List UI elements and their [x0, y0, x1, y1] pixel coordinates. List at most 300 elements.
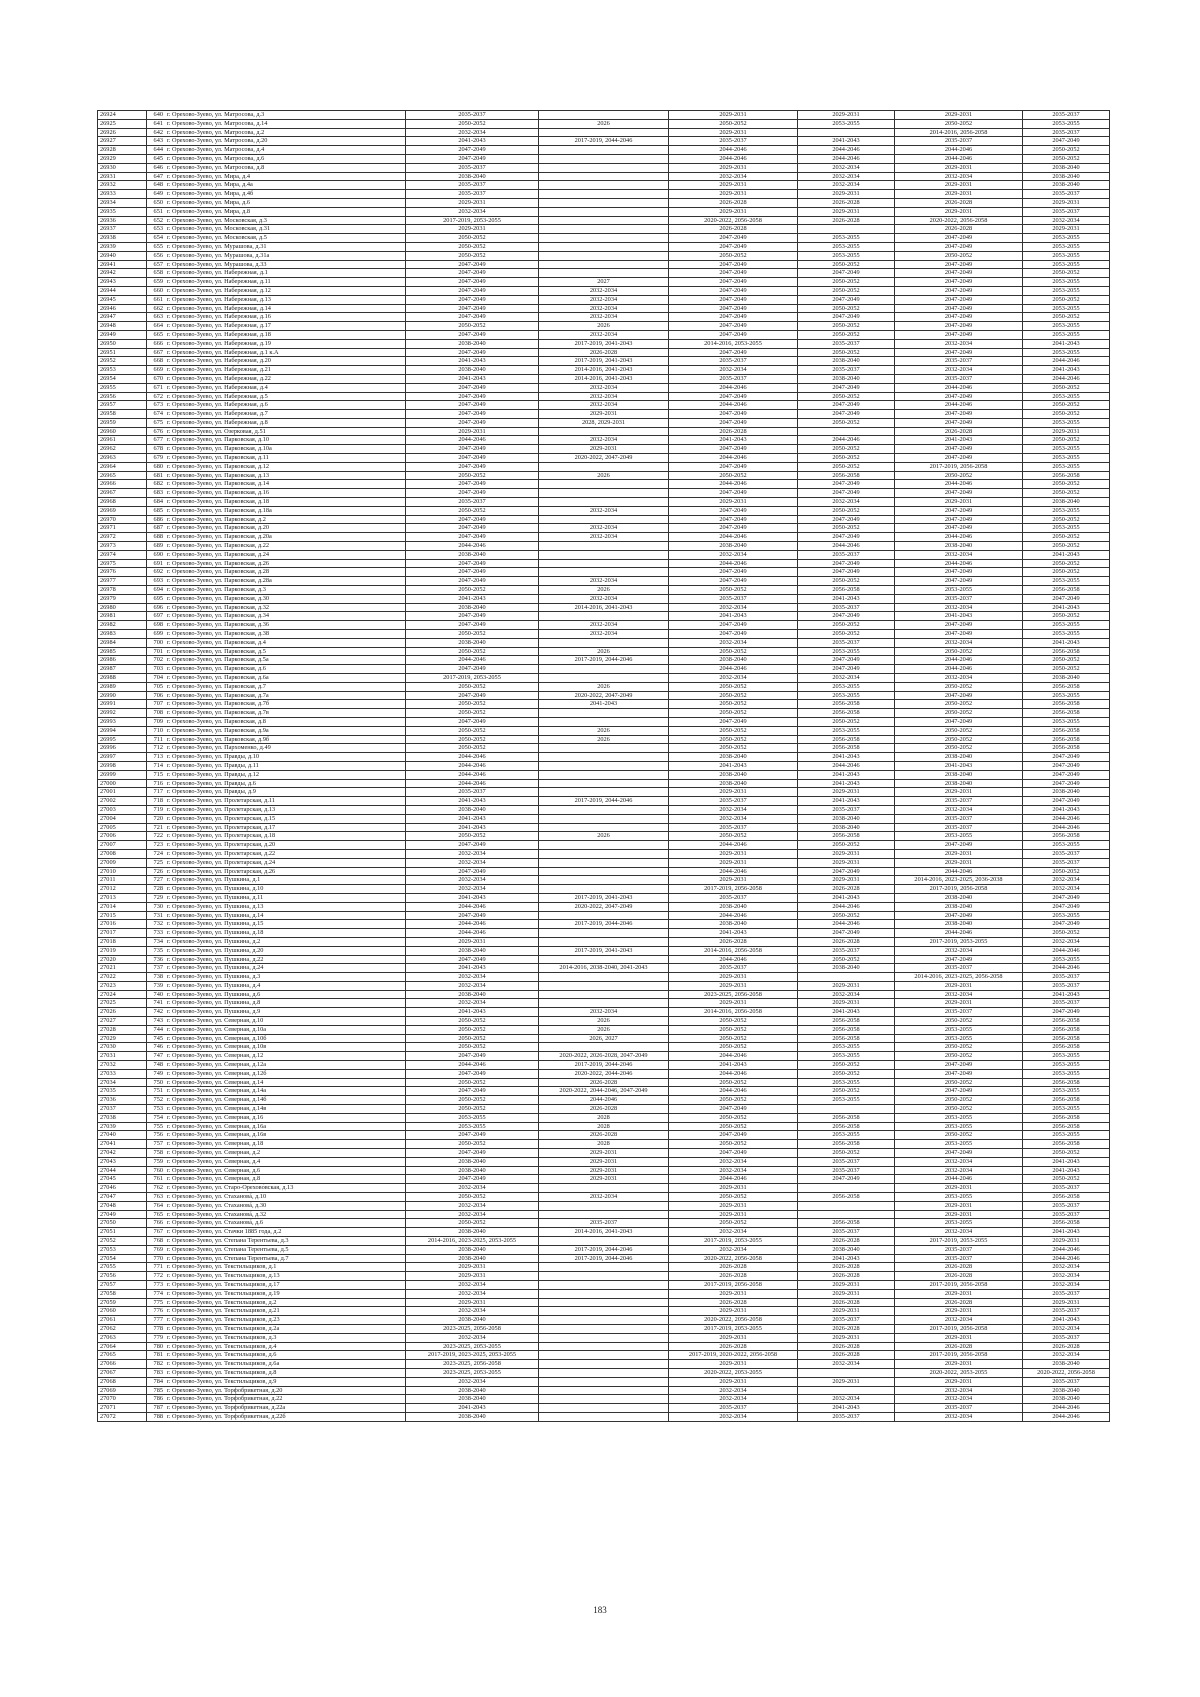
table-cell: 2029-2031	[539, 445, 669, 454]
table-cell: 2026-2028	[895, 427, 1023, 436]
table-cell: 727	[147, 876, 166, 885]
table-cell: 2026-2028	[669, 1263, 798, 1272]
table-cell: 2047-2049	[669, 295, 798, 304]
table-cell	[539, 981, 669, 990]
table-cell: 2047-2049	[1023, 770, 1110, 779]
table-row	[98, 911, 1110, 920]
table-cell: 2056-2058	[1023, 735, 1110, 744]
table-cell: 2038-2040	[406, 1395, 539, 1404]
table-cell: 754	[147, 1113, 166, 1122]
table-cell: 2032-2034	[539, 506, 669, 515]
table-cell: 2017-2019, 2053-2055	[895, 937, 1023, 946]
table-cell: 2032-2034	[1023, 1263, 1110, 1272]
table-cell: 26952	[98, 357, 147, 366]
table-cell: 2038-2040	[895, 542, 1023, 551]
table-cell: 688	[147, 533, 166, 542]
table-cell: 649	[147, 190, 166, 199]
table-cell: 761	[147, 1175, 166, 1184]
table-cell: 2047-2049	[406, 410, 539, 419]
table-cell	[539, 744, 669, 753]
table-cell: 2047-2049	[798, 1175, 895, 1184]
table-cell: 26926	[98, 128, 147, 137]
table-cell: 2053-2055	[1023, 577, 1110, 586]
table-cell: 773	[147, 1280, 166, 1289]
table-cell: 2047-2049	[406, 955, 539, 964]
table-cell: 2041-2043	[895, 761, 1023, 770]
table-cell: 2053-2055	[798, 691, 895, 700]
table-cell	[539, 1043, 669, 1052]
table-cell: 2050-2052	[895, 1096, 1023, 1105]
table-cell: 2038-2040	[406, 1157, 539, 1166]
table-cell: 2056-2058	[1023, 1043, 1110, 1052]
table-cell: 26982	[98, 621, 147, 630]
table-cell: 2026-2028	[798, 1351, 895, 1360]
table-cell: 2053-2055	[1023, 260, 1110, 269]
table-cell: 650	[147, 198, 166, 207]
table-cell: 2029-2031	[798, 999, 895, 1008]
table-cell: 723	[147, 841, 166, 850]
table-cell: 2047-2049	[406, 454, 539, 463]
table-cell: 716	[147, 779, 166, 788]
table-cell: г. Орехово-Зуево, ул. Северная, д.10в	[165, 1043, 406, 1052]
table-cell: 2044-2046	[406, 929, 539, 938]
table-cell: 26972	[98, 533, 147, 542]
table-row	[98, 1342, 1110, 1351]
table-row	[98, 1333, 1110, 1342]
table-cell: 2047-2049	[798, 515, 895, 524]
table-cell: 2050-2052	[1023, 1149, 1110, 1158]
table-cell: 2032-2034	[895, 990, 1023, 999]
table-cell: 2050-2052	[669, 726, 798, 735]
table-row	[98, 1289, 1110, 1298]
table-cell: 2050-2052	[406, 586, 539, 595]
table-cell: 2014-2016, 2023-2025, 2056-2058	[895, 973, 1023, 982]
table-row	[98, 445, 1110, 454]
table-cell: 2047-2049	[798, 489, 895, 498]
table-cell: 2035-2037	[669, 374, 798, 383]
table-cell: 2032-2034	[539, 401, 669, 410]
table-cell: 675	[147, 418, 166, 427]
table-row	[98, 594, 1110, 603]
table-cell: 2032-2034	[895, 1316, 1023, 1325]
table-cell: 2032-2034	[406, 981, 539, 990]
table-cell: 2041-2043	[406, 594, 539, 603]
table-cell: 2038-2040	[1023, 1395, 1110, 1404]
table-cell: г. Орехово-Зуево, ул. Текстильщиков, д.3	[165, 1333, 406, 1342]
table-cell: 2047-2049	[895, 717, 1023, 726]
table-cell: 2050-2052	[1023, 867, 1110, 876]
table-cell: 2038-2040	[895, 893, 1023, 902]
table-cell	[539, 761, 669, 770]
table-cell: 2032-2034	[1023, 1351, 1110, 1360]
table-cell: 2032-2034	[539, 295, 669, 304]
table-row	[98, 1316, 1110, 1325]
table-cell: 2047-2049	[406, 260, 539, 269]
table-cell: 26964	[98, 462, 147, 471]
table-cell: г. Орехово-Зуево, ул. Парковская, д.2	[165, 515, 406, 524]
table-cell: 2035-2037	[1023, 981, 1110, 990]
table-cell: 2029-2031	[895, 1360, 1023, 1369]
table-cell: 2020-2022, 2056-2058	[669, 216, 798, 225]
table-cell: г. Орехово-Зуево, ул. Торфобрикетная, д.22а	[165, 1404, 406, 1413]
table-cell	[539, 849, 669, 858]
table-cell: 2047-2049	[406, 269, 539, 278]
table-row	[98, 612, 1110, 621]
table-cell: 2029-2031	[895, 1307, 1023, 1316]
table-row	[98, 348, 1110, 357]
table-cell: г. Орехово-Зуево, ул. Парковская, д.8	[165, 717, 406, 726]
table-cell: 2050-2052	[1023, 656, 1110, 665]
table-cell: 2032-2034	[669, 1395, 798, 1404]
table-cell: 2032-2034	[406, 1201, 539, 1210]
table-cell	[539, 1404, 669, 1413]
table-cell: 2050-2052	[406, 119, 539, 128]
table-cell: 2044-2046	[406, 761, 539, 770]
table-cell: 2026	[539, 322, 669, 331]
table-row	[98, 1184, 1110, 1193]
table-cell: 2047-2049	[406, 867, 539, 876]
table-cell: 2041-2043	[406, 137, 539, 146]
table-cell: 26929	[98, 154, 147, 163]
table-cell: г. Орехово-Зуево, ул. Матросова, д.2	[165, 128, 406, 137]
table-cell: 2047-2049	[895, 278, 1023, 287]
table-cell: 26976	[98, 568, 147, 577]
table-cell: г. Орехово-Зуево, ул. Торфобрикетная, д.20	[165, 1386, 406, 1395]
table-cell: 2041-2043	[798, 753, 895, 762]
table-cell: 2050-2052	[1023, 295, 1110, 304]
table-cell: г. Орехово-Зуево, ул. Текстильщиков, д.21	[165, 1307, 406, 1316]
table-cell: 27015	[98, 911, 147, 920]
table-cell: 2041-2043	[669, 1061, 798, 1070]
table-cell: 682	[147, 480, 166, 489]
table-cell: 728	[147, 885, 166, 894]
table-cell: 27062	[98, 1324, 147, 1333]
table-cell: 2032-2034	[406, 128, 539, 137]
table-cell: 2032-2034	[539, 621, 669, 630]
table-row	[98, 1166, 1110, 1175]
table-cell	[539, 999, 669, 1008]
table-cell: 27029	[98, 1034, 147, 1043]
table-cell: 2041-2043	[1023, 638, 1110, 647]
table-cell: 748	[147, 1061, 166, 1070]
table-cell: 2050-2052	[895, 709, 1023, 718]
table-cell	[539, 207, 669, 216]
table-cell	[539, 1289, 669, 1298]
table-row	[98, 700, 1110, 709]
table-cell: г. Орехово-Зуево, ул. Парковская, д.7б	[165, 700, 406, 709]
table-cell: 2038-2040	[406, 1245, 539, 1254]
table-cell: 2050-2052	[798, 454, 895, 463]
table-cell: 2020-2022, 2053-2055	[895, 1368, 1023, 1377]
table-cell	[798, 1210, 895, 1219]
table-cell: 2032-2034	[798, 181, 895, 190]
table-cell: 2047-2049	[895, 621, 1023, 630]
table-cell: 2050-2052	[669, 251, 798, 260]
table-cell: 2047-2049	[798, 559, 895, 568]
table-cell: 2026-2028	[669, 1342, 798, 1351]
table-cell: 2029-2031	[669, 181, 798, 190]
table-cell: 2047-2049	[406, 348, 539, 357]
table-cell: 2032-2034	[406, 999, 539, 1008]
table-cell: г. Орехово-Зуево, ул. Парковская, д.22	[165, 542, 406, 551]
table-cell: 2028, 2029-2031	[539, 418, 669, 427]
table-cell: 2032-2034	[1023, 1280, 1110, 1289]
table-cell: 26940	[98, 251, 147, 260]
table-row	[98, 1096, 1110, 1105]
table-cell: 2035-2037	[1023, 849, 1110, 858]
table-cell: 2050-2052	[669, 1096, 798, 1105]
page-number: 183	[593, 1605, 607, 1615]
table-cell	[539, 111, 669, 120]
table-cell: г. Орехово-Зуево, ул. Парковская, д.13	[165, 471, 406, 480]
table-row	[98, 454, 1110, 463]
table-cell: 2029-2031	[669, 1289, 798, 1298]
table-cell: 2047-2049	[669, 445, 798, 454]
table-cell: 26931	[98, 172, 147, 181]
table-cell: 681	[147, 471, 166, 480]
table-cell: г. Орехово-Зуево, ул. Пушкина, д.8	[165, 999, 406, 1008]
table-cell: 2032-2034	[1023, 1272, 1110, 1281]
table-row	[98, 999, 1110, 1008]
table-cell: 2038-2040	[1023, 788, 1110, 797]
table-cell: 2032-2034	[539, 392, 669, 401]
table-cell	[539, 1333, 669, 1342]
table-row	[98, 893, 1110, 902]
table-row	[98, 357, 1110, 366]
table-cell: 2041-2043	[798, 893, 895, 902]
table-cell: 744	[147, 1025, 166, 1034]
table-cell: 2053-2055	[1023, 348, 1110, 357]
table-cell: г. Орехово-Зуево, ул. Набережная, д.8	[165, 418, 406, 427]
table-cell: 2044-2046	[895, 146, 1023, 155]
table-cell: 2032-2034	[406, 876, 539, 885]
table-cell: 2026	[539, 119, 669, 128]
table-cell: г. Орехово-Зуево, ул. Набережная, д.1	[165, 269, 406, 278]
table-cell: 2047-2049	[406, 383, 539, 392]
table-cell	[539, 612, 669, 621]
table-cell: 755	[147, 1122, 166, 1131]
table-row	[98, 181, 1110, 190]
table-row	[98, 1351, 1110, 1360]
table-cell: 26927	[98, 137, 147, 146]
table-cell: 2047-2049	[895, 506, 1023, 515]
table-cell: 2029-2031	[669, 111, 798, 120]
table-cell: 2047-2049	[406, 401, 539, 410]
table-cell: 2035-2037	[895, 1008, 1023, 1017]
table-cell: 2053-2055	[1023, 454, 1110, 463]
table-cell: 27043	[98, 1157, 147, 1166]
table-row	[98, 867, 1110, 876]
table-cell	[539, 1377, 669, 1386]
table-cell: 690	[147, 550, 166, 559]
table-cell: 2050-2052	[895, 647, 1023, 656]
table-cell: 2029-2031	[895, 981, 1023, 990]
table-cell: г. Орехово-Зуево, ул. Стахановá, д.6	[165, 1219, 406, 1228]
table-cell: 2053-2055	[1023, 418, 1110, 427]
table-cell: 2035-2037	[895, 1245, 1023, 1254]
table-row	[98, 1061, 1110, 1070]
table-cell	[539, 542, 669, 551]
table-cell: 2032-2034	[798, 1360, 895, 1369]
table-cell: 2056-2058	[1023, 1122, 1110, 1131]
table-cell: 26959	[98, 418, 147, 427]
table-cell: г. Орехово-Зуево, ул. Мурашова, д.33	[165, 260, 406, 269]
table-cell: 2050-2052	[406, 1078, 539, 1087]
table-cell: 2032-2034	[895, 172, 1023, 181]
table-cell: 2050-2052	[798, 911, 895, 920]
table-cell: 2050-2052	[895, 1105, 1023, 1114]
table-cell: 2047-2049	[669, 717, 798, 726]
table-cell: 647	[147, 172, 166, 181]
table-cell: 2047-2049	[406, 278, 539, 287]
table-cell: 2044-2046	[798, 436, 895, 445]
table-row	[98, 278, 1110, 287]
table-row	[98, 339, 1110, 348]
table-row	[98, 814, 1110, 823]
table-cell: 2053-2055	[1023, 304, 1110, 313]
table-cell: 2029-2031	[669, 1210, 798, 1219]
table-cell: 2032-2034	[895, 638, 1023, 647]
table-cell: 772	[147, 1272, 166, 1281]
table-cell	[539, 163, 669, 172]
table-cell: 27053	[98, 1245, 147, 1254]
table-cell: 2047-2049	[669, 515, 798, 524]
table-cell: 2035-2037	[895, 823, 1023, 832]
table-cell: 2053-2055	[1023, 630, 1110, 639]
table-cell: 2041-2043	[1023, 339, 1110, 348]
table-cell: 2050-2052	[798, 717, 895, 726]
table-cell: г. Орехово-Зуево, ул. Пушкина, д.13	[165, 902, 406, 911]
table-cell: г. Орехово-Зуево, ул. Набережная, д.20	[165, 357, 406, 366]
table-cell: 2044-2046	[1023, 1404, 1110, 1413]
table-cell: 27036	[98, 1096, 147, 1105]
table-cell: 2047-2049	[669, 630, 798, 639]
table-cell: 2029-2031	[669, 849, 798, 858]
table-cell: 27059	[98, 1298, 147, 1307]
table-cell: г. Орехово-Зуево, ул. Набережная, д.21	[165, 366, 406, 375]
table-cell: 2032-2034	[539, 304, 669, 313]
table-cell: г. Орехово-Зуево, ул. Парковская, д.5	[165, 647, 406, 656]
table-cell: 717	[147, 788, 166, 797]
table-cell: 2035-2037	[669, 357, 798, 366]
table-cell: 27055	[98, 1263, 147, 1272]
table-cell: г. Орехово-Зуево, ул. Московская, д.3	[165, 216, 406, 225]
table-cell: 2029-2031	[669, 876, 798, 885]
table-cell: 674	[147, 410, 166, 419]
table-cell	[539, 717, 669, 726]
table-cell: 666	[147, 339, 166, 348]
table-cell: 2028	[539, 1122, 669, 1131]
table-cell: 2035-2037	[798, 366, 895, 375]
table-cell: 2050-2052	[895, 700, 1023, 709]
table-row	[98, 533, 1110, 542]
table-cell: 733	[147, 929, 166, 938]
table-cell: 2041-2043	[895, 612, 1023, 621]
table-row	[98, 498, 1110, 507]
table-cell: 763	[147, 1193, 166, 1202]
table-cell: 27052	[98, 1237, 147, 1246]
table-cell: 2014-2016, 2041-2043	[539, 366, 669, 375]
table-row	[98, 621, 1110, 630]
table-row	[98, 841, 1110, 850]
table-cell: 2050-2052	[798, 278, 895, 287]
table-cell	[539, 1342, 669, 1351]
table-cell: 2032-2034	[539, 383, 669, 392]
table-cell: 2032-2034	[539, 533, 669, 542]
table-cell	[798, 128, 895, 137]
table-row	[98, 929, 1110, 938]
table-cell: 2047-2049	[406, 1175, 539, 1184]
table-cell	[539, 489, 669, 498]
table-cell: 2047-2049	[669, 392, 798, 401]
table-cell: 2041-2043	[1023, 805, 1110, 814]
table-cell	[539, 674, 669, 683]
table-cell: 2047-2049	[406, 418, 539, 427]
table-cell: 27050	[98, 1219, 147, 1228]
table-cell: 2047-2049	[798, 533, 895, 542]
table-cell: 676	[147, 427, 166, 436]
table-cell: 2038-2040	[406, 1254, 539, 1263]
table-cell: 2029-2031	[406, 225, 539, 234]
table-cell: 2047-2049	[895, 1061, 1023, 1070]
table-cell: 2047-2049	[895, 260, 1023, 269]
table-cell: г. Орехово-Зуево, ул. Пролетарская, д.13	[165, 805, 406, 814]
table-cell: 2047-2049	[406, 665, 539, 674]
table-cell: 2047-2049	[798, 295, 895, 304]
table-cell: г. Орехово-Зуево, ул. Северная, д.16	[165, 1113, 406, 1122]
table-cell: 2044-2046	[895, 401, 1023, 410]
table-cell: 2050-2052	[669, 1017, 798, 1026]
table-cell: 2032-2034	[1023, 216, 1110, 225]
table-cell: 2038-2040	[798, 357, 895, 366]
table-cell: 27033	[98, 1069, 147, 1078]
table-cell: 775	[147, 1298, 166, 1307]
table-cell: 26995	[98, 735, 147, 744]
table-cell: 2044-2046	[669, 1069, 798, 1078]
table-cell: 2053-2055	[1023, 278, 1110, 287]
table-cell: 2047-2049	[669, 577, 798, 586]
table-cell: 26924	[98, 111, 147, 120]
table-cell: 2026, 2027	[539, 1034, 669, 1043]
table-row	[98, 462, 1110, 471]
table-cell: 779	[147, 1333, 166, 1342]
table-cell: г. Орехово-Зуево, ул. Пролетарская, д.26	[165, 867, 406, 876]
table-cell: 648	[147, 181, 166, 190]
table-row	[98, 761, 1110, 770]
table-cell: 2047-2049	[406, 392, 539, 401]
table-cell: 2044-2046	[669, 533, 798, 542]
table-cell: 2032-2034	[406, 1210, 539, 1219]
table-cell	[539, 770, 669, 779]
table-cell: 2032-2034	[895, 946, 1023, 955]
table-cell: 2017-2019, 2056-2058	[895, 1351, 1023, 1360]
table-cell: 2044-2046	[669, 146, 798, 155]
table-cell: 26967	[98, 489, 147, 498]
table-cell: г. Орехово-Зуево, ул. Матросова, д.6	[165, 154, 406, 163]
table-cell: г. Орехово-Зуево, ул. Пушкина, д.11	[165, 893, 406, 902]
table-cell: 2053-2055	[1023, 392, 1110, 401]
table-cell: 2047-2049	[895, 841, 1023, 850]
table-cell: 2038-2040	[1023, 498, 1110, 507]
table-cell: 653	[147, 225, 166, 234]
table-cell: 2050-2052	[406, 242, 539, 251]
table-cell	[539, 515, 669, 524]
table-cell: 2047-2049	[669, 242, 798, 251]
table-cell: 2050-2052	[406, 1096, 539, 1105]
table-cell: 2047-2049	[669, 1149, 798, 1158]
table-cell: 2044-2046	[406, 779, 539, 788]
table-cell: 2041-2043	[669, 929, 798, 938]
